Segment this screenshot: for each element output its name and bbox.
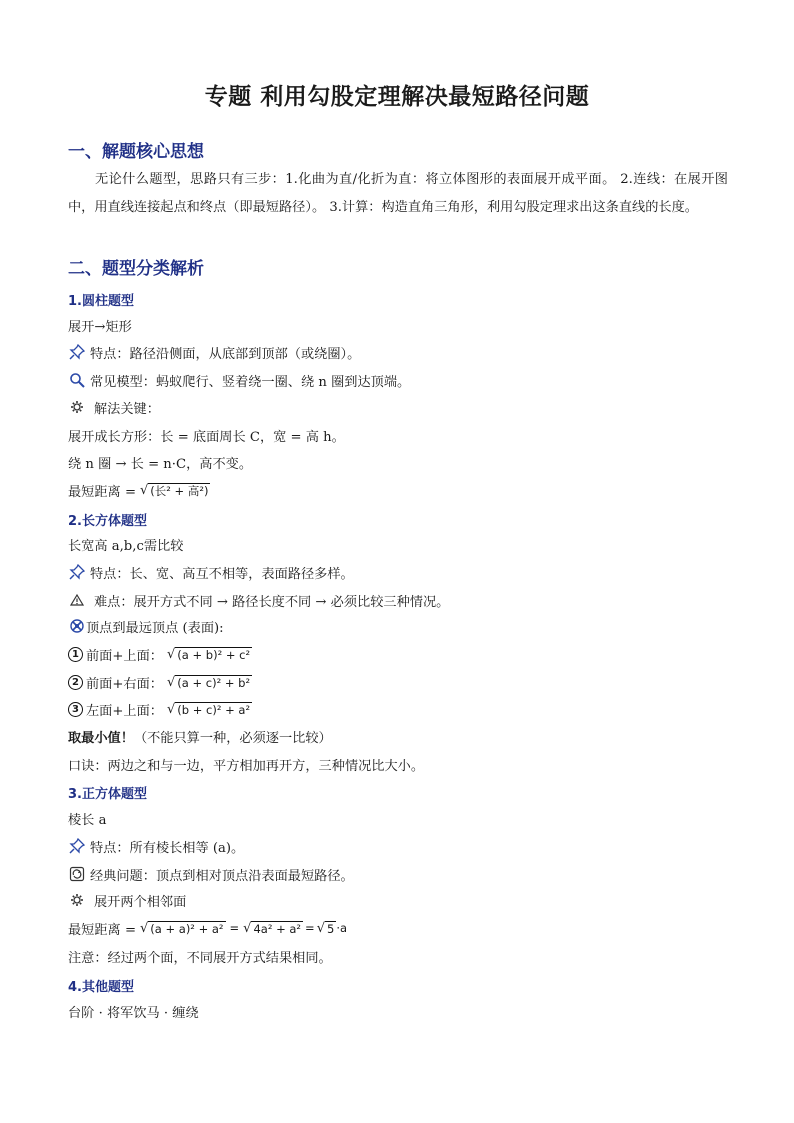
cube-unfold xyxy=(68,890,186,910)
cylinder-shortest-label: 最短距离 = xyxy=(68,484,136,500)
magnifier-icon xyxy=(68,371,86,389)
pushpin-icon xyxy=(68,563,86,581)
cuboid-case-1 xyxy=(68,644,252,664)
cuboid-difficulty xyxy=(68,590,449,610)
case-label: 前面+右面： xyxy=(86,676,163,692)
cuboid-difficulty-text: 难点：展开方式不同 → 路径长度不同 → 必须比较三种情况。 xyxy=(94,594,450,610)
cube-edge xyxy=(68,808,106,828)
page-title: 专题 利用勾股定理解决最短路径问题 xyxy=(204,84,590,110)
cylinder-models-text: 常见模型：蚂蚁爬行、竖着绕一圈、绕 n 圈到达顶端。 xyxy=(90,374,411,390)
cylinder-shortest xyxy=(68,480,210,500)
other-items xyxy=(68,1001,199,1021)
cylinder-rect xyxy=(68,425,345,445)
cuboid-case-3 xyxy=(68,699,252,719)
cylinder-rect-text: 展开成长方形：长 = 底面周长 C，宽 = 高 h。 xyxy=(68,429,345,445)
section-heading-core-idea: 一、解题核心思想 xyxy=(68,142,204,162)
cube-classic-text: 经典问题：顶点到相对顶点沿表面最短路径。 xyxy=(90,868,354,884)
cuboid-case-2 xyxy=(68,672,252,692)
min-bold-text: 取最小值！ xyxy=(68,730,134,746)
cylinder-wind xyxy=(68,452,252,472)
cuboid-heading: 2.长方体题型 xyxy=(68,514,147,529)
cuboid-feature xyxy=(68,562,354,582)
case-number: 1 xyxy=(68,647,83,662)
cuboid-min xyxy=(68,726,332,746)
other-items-text: 台阶 · 将军饮马 · 缠绕 xyxy=(68,1005,199,1021)
cube-shortest xyxy=(68,918,347,938)
mnemonic-text: 口诀：两边之和与一边，平方相加再开方，三种情况比大小。 xyxy=(68,758,425,774)
cube-heading: 3.正方体题型 xyxy=(68,787,147,802)
cube-feature-text: 特点：所有棱长相等 (a)。 xyxy=(90,840,245,856)
pushpin-icon xyxy=(68,343,86,361)
cube-unfold-text: 展开两个相邻面 xyxy=(94,894,187,910)
cuboid-intro-text: 长宽高 a,b,c需比较 xyxy=(68,538,184,554)
min-note-text: （不能只算一种，必须逐一比较） xyxy=(133,730,332,746)
cylinder-key-text: 解法关键： xyxy=(94,401,160,417)
case-formula: √ (b + c)² + a² xyxy=(167,701,251,717)
cuboid-vertex xyxy=(68,616,224,636)
cube-shortest-formula: √ (a + a)² + a² = √ 4a² + a² = √ 5 ·a xyxy=(140,920,348,936)
cuboid-mnemonic xyxy=(68,754,424,774)
cylinder-unfold-text: 展开→矩形 xyxy=(68,319,132,335)
gear-icon xyxy=(68,891,86,909)
case-formula: √ (a + b)² + c² xyxy=(167,646,251,662)
cube-edge-text: 棱长 a xyxy=(68,812,107,828)
target-icon xyxy=(68,617,86,635)
cylinder-wind-text: 绕 n 圈 → 长 = n·C，高不变。 xyxy=(68,456,253,472)
case-label: 前面+上面： xyxy=(86,648,163,664)
core-idea-paragraph: 无论什么题型，思路只有三步：1.化曲为直/化折为直：将立体图形的表面展开成平面。 2.连线：在展开图中，用直线连接起点和终点（即最短路径）。 3.计算：构造直角三角形，利用勾股定理求出这条直线的长度。 xyxy=(68,172,728,215)
cube-classic xyxy=(68,864,354,884)
case-label: 左面+上面： xyxy=(86,703,163,719)
case-formula: √ (a + c)² + b² xyxy=(167,674,251,690)
cube-note-text: 注意：经过两个面，不同展开方式结果相同。 xyxy=(68,950,332,966)
cuboid-vertex-text: 顶点到最远顶点 (表面): xyxy=(86,620,224,636)
loop-icon xyxy=(68,865,86,883)
cuboid-feature-text: 特点：长、宽、高互不相等，表面路径多样。 xyxy=(90,566,354,582)
cube-note xyxy=(68,946,332,966)
case-number: 3 xyxy=(68,702,83,717)
other-heading: 4.其他题型 xyxy=(68,980,134,995)
section-heading-types: 二、题型分类解析 xyxy=(68,259,204,279)
cube-feature xyxy=(68,836,244,856)
cylinder-heading: 1.圆柱题型 xyxy=(68,294,134,309)
cylinder-shortest-formula: √ (长² + 高²) xyxy=(140,482,209,498)
gear-icon xyxy=(68,398,86,416)
cylinder-unfold xyxy=(68,315,132,335)
pushpin-icon xyxy=(68,837,86,855)
case-number: 2 xyxy=(68,675,83,690)
cylinder-feature xyxy=(68,342,360,362)
warning-icon xyxy=(68,591,86,609)
cube-shortest-label: 最短距离 = xyxy=(68,922,136,938)
cylinder-key xyxy=(68,397,160,417)
cylinder-models xyxy=(68,370,410,390)
cylinder-feature-text: 特点：路径沿侧面，从底部到顶部（或绕圈）。 xyxy=(90,346,361,362)
cuboid-intro xyxy=(68,534,183,554)
